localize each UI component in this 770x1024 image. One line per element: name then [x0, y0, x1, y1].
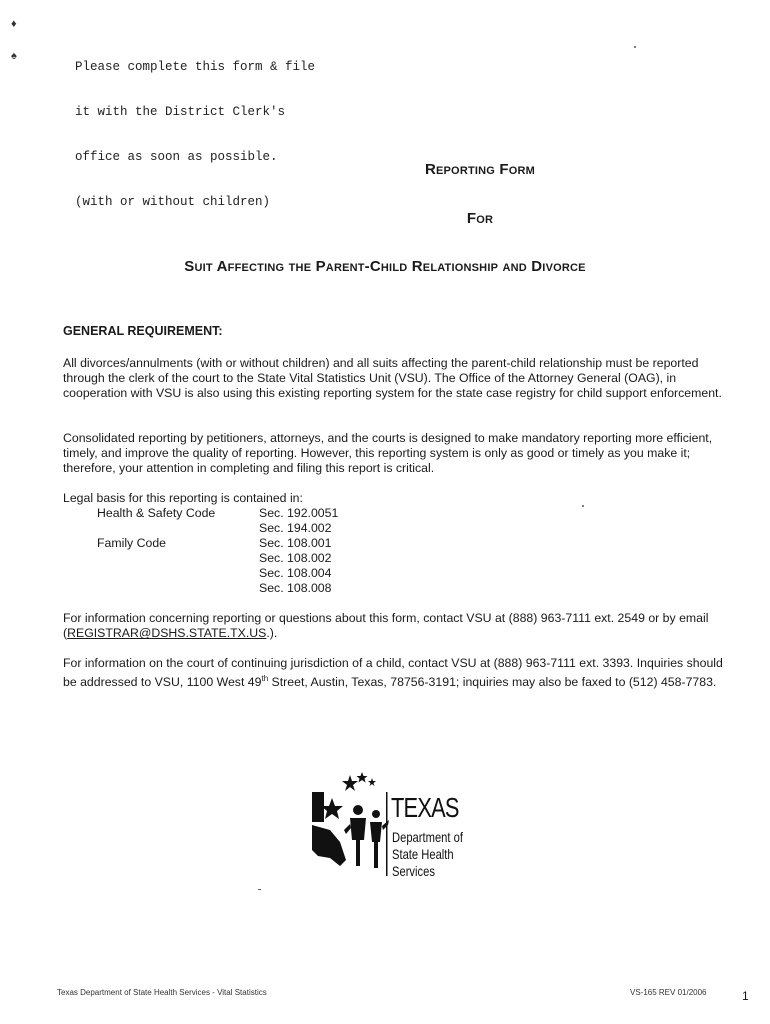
logo-department-text: Department of: [392, 829, 463, 845]
section-heading: GENERAL REQUIREMENT:: [63, 324, 223, 338]
code-name-health-safety: Health & Safety Code: [97, 506, 216, 520]
jurisdiction-text-a: For information on the court of continuing jurisdiction of a child, contact VSU at (888) 963-7111 ext. 3393. Inquiries should be addressed to VSU, 1100 West 49: [63, 656, 723, 690]
dshs-logo: [310, 770, 510, 880]
typed-note-line: Please complete this form & file: [75, 60, 316, 74]
code-name-family: Family Code: [97, 536, 167, 550]
margin-mark-1: ♦: [11, 18, 17, 30]
contact-jurisdiction-paragraph: [63, 656, 735, 691]
requirement-paragraph-1: All divorces/annulments (with or without children) and all suits affecting the parent-child relationship must be reported through the clerk of the court to the State Vital Statistics Unit (VSU). The Office of the Attorney General (OAG), in cooperation with VSU is also using this existing reporting system for the state case registry for child support enforcement.: [63, 356, 722, 401]
scan-speck: [634, 46, 636, 48]
code-section: Sec. 108.008: [259, 581, 332, 595]
scan-speck: [258, 889, 261, 890]
jurisdiction-text-b: Street, Austin, Texas, 78756-3191; inquiries may also be faxed to (512) 458-7783.: [268, 675, 717, 690]
logo-agency-text: State Health Services: [392, 846, 454, 879]
typed-note-line: (with or without children): [75, 195, 271, 209]
email-suffix: .).: [266, 626, 278, 641]
texas-emblem-icon: [310, 770, 390, 880]
code-section: Sec. 194.002: [259, 521, 332, 535]
contact-reporting-text: For information concerning reporting or questions about this form, contact VSU at (888) 963-7111 ext. 2549 or by email: [63, 611, 709, 625]
typed-note-line: it with the District Clerk's: [75, 105, 286, 119]
code-section: Sec. 108.001: [259, 536, 332, 550]
code-section: Sec. 108.004: [259, 566, 332, 580]
form-subtitle: Suit Affecting the Parent-Child Relationship and Divorce: [184, 258, 586, 275]
typed-note-line: office as soon as possible.: [75, 150, 278, 164]
typed-note: [75, 30, 315, 225]
email-prefix: (: [63, 626, 68, 641]
form-title-for: For: [466, 210, 494, 227]
logo-texas-text: TEXAS: [391, 792, 459, 823]
footer-form-number: VS-165 REV 01/2006: [630, 988, 707, 997]
code-section: Sec. 192.0051: [259, 506, 339, 520]
legal-basis-intro: Legal basis for this reporting is contained in:: [63, 491, 303, 505]
scan-speck: [582, 505, 584, 507]
jurisdiction-superscript: th: [261, 674, 269, 684]
margin-mark-2: ♠: [11, 50, 17, 62]
requirement-paragraph-2: Consolidated reporting by petitioners, attorneys, and the courts is designed to make mandatory reporting more efficient, timely, and improve the quality of reporting. However, this reporting system is only as good or timely as you make it; therefore, your attention in completing and filing this report is critical.: [63, 431, 713, 476]
form-title: Reporting Form: [424, 161, 536, 178]
footer-agency: Texas Department of State Health Services - Vital Statistics: [57, 988, 267, 997]
code-section: Sec. 108.002: [259, 551, 332, 565]
contact-reporting-paragraph: [63, 611, 735, 641]
page-number: 1: [742, 989, 749, 1003]
registrar-email-link[interactable]: REGISTRAR@DSHS.STATE.TX.US: [67, 626, 267, 641]
